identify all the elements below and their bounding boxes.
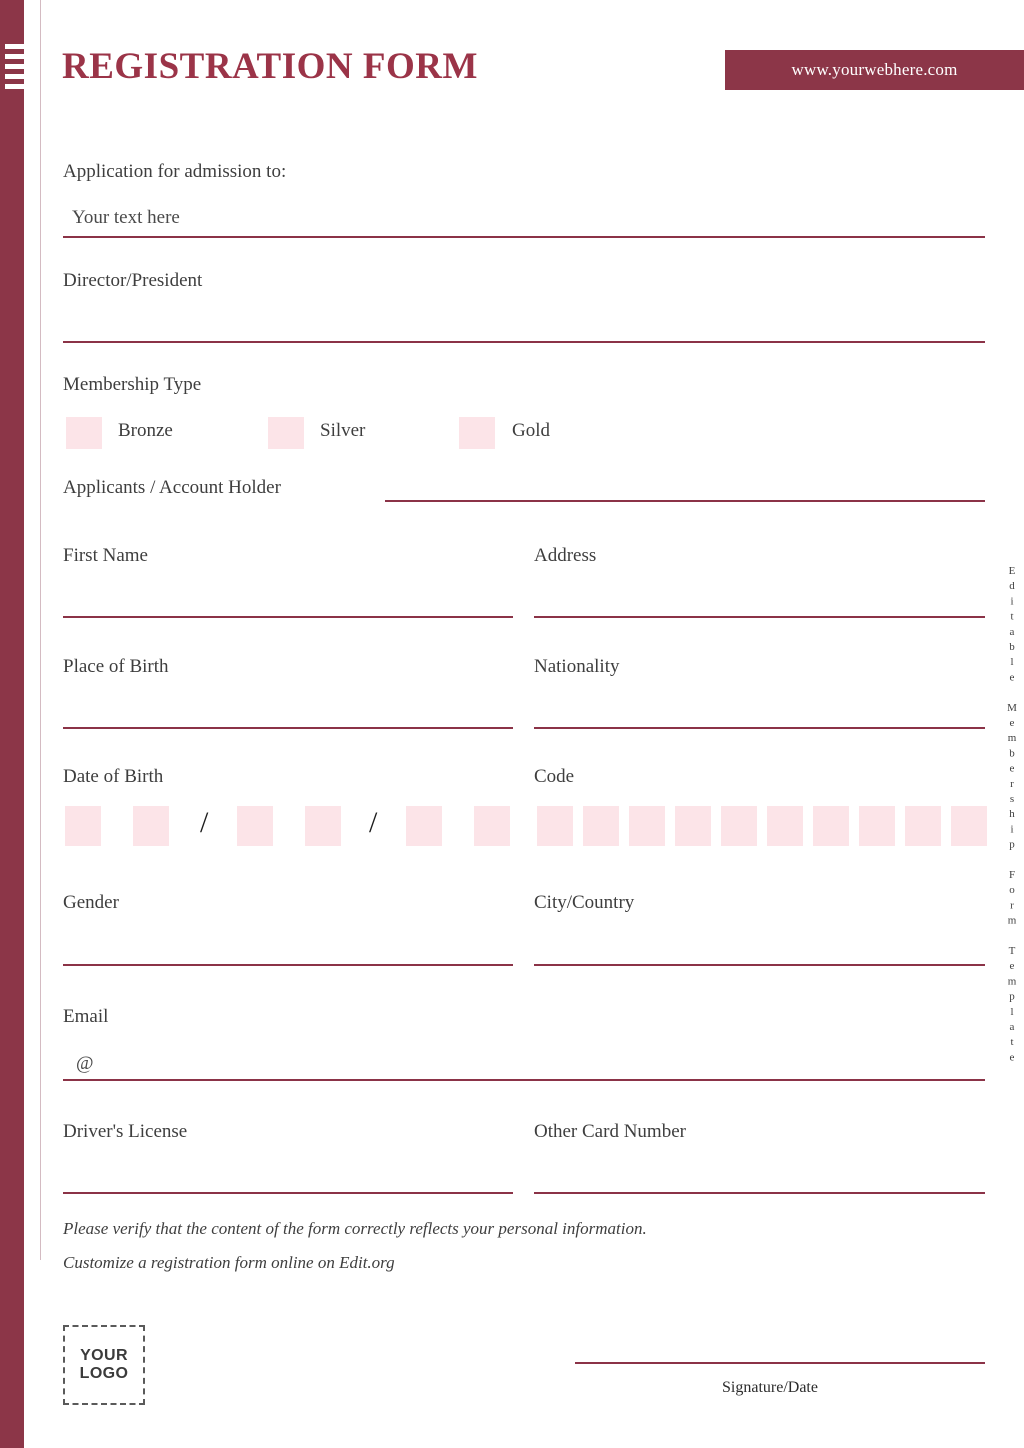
checkbox-silver[interactable] — [268, 417, 304, 449]
dob-digit-box[interactable] — [305, 806, 341, 846]
other-card-number-label: Other Card Number — [534, 1121, 686, 1142]
dob-separator: / — [369, 806, 378, 839]
code-digit-box[interactable] — [813, 806, 849, 846]
city-country-label: City/Country — [534, 892, 635, 913]
admission-label: Application for admission to: — [63, 161, 287, 182]
code-digit-box[interactable] — [537, 806, 573, 846]
admission-input-value[interactable]: Your text here — [72, 207, 180, 228]
applicants-label: Applicants / Account Holder — [63, 477, 281, 498]
code-digit-box[interactable] — [583, 806, 619, 846]
logo-line-1: YOUR — [80, 1347, 128, 1365]
left-accent-bar — [0, 0, 24, 1448]
dob-digit-box[interactable] — [65, 806, 101, 846]
verify-note: Please verify that the content of the form correctly reflects your personal information. — [63, 1219, 647, 1238]
code-digit-box[interactable] — [905, 806, 941, 846]
email-input-value[interactable]: @ — [76, 1053, 94, 1074]
dob-digit-box[interactable] — [237, 806, 273, 846]
place-of-birth-label: Place of Birth — [63, 656, 169, 677]
code-digit-box[interactable] — [675, 806, 711, 846]
first-name-label: First Name — [63, 545, 148, 566]
dob-digit-box[interactable] — [133, 806, 169, 846]
form-header — [0, 0, 1024, 118]
first-name-input-underline[interactable] — [63, 616, 513, 618]
vertical-divider — [40, 0, 41, 1260]
checkbox-label-bronze: Bronze — [118, 420, 173, 441]
page-title: REGISTRATION FORM — [62, 46, 478, 87]
code-digit-box[interactable] — [951, 806, 987, 846]
signature-line[interactable] — [575, 1362, 985, 1364]
other-card-number-input-underline[interactable] — [534, 1192, 985, 1194]
director-input-underline[interactable] — [63, 341, 985, 343]
date-of-birth-label: Date of Birth — [63, 766, 164, 787]
code-label: Code — [534, 766, 575, 787]
drivers-license-label: Driver's License — [63, 1121, 188, 1142]
nationality-input-underline[interactable] — [534, 727, 985, 729]
admission-input-underline[interactable] — [63, 236, 985, 238]
email-input-underline[interactable] — [63, 1079, 985, 1081]
email-label: Email — [63, 1006, 109, 1027]
checkbox-gold[interactable] — [459, 417, 495, 449]
city-country-input-underline[interactable] — [534, 964, 985, 966]
nationality-label: Nationality — [534, 656, 620, 677]
address-label: Address — [534, 545, 597, 566]
address-input-underline[interactable] — [534, 616, 985, 618]
logo-line-2: LOGO — [79, 1365, 129, 1382]
code-digit-box[interactable] — [721, 806, 757, 846]
checkbox-bronze[interactable] — [66, 417, 102, 449]
code-digit-box[interactable] — [859, 806, 895, 846]
template-caption: Editable Membership Form Template — [1006, 565, 1018, 1067]
signature-label: Signature/Date — [722, 1379, 818, 1396]
place-of-birth-input-underline[interactable] — [63, 727, 513, 729]
website-banner: www.yourwebhere.com — [725, 50, 1024, 90]
director-label: Director/President — [63, 270, 203, 291]
code-digit-box[interactable] — [767, 806, 803, 846]
checkbox-label-silver: Silver — [320, 420, 366, 441]
dob-separator: / — [200, 806, 209, 839]
dob-digit-box[interactable] — [474, 806, 510, 846]
checkbox-label-gold: Gold — [512, 420, 550, 441]
code-digit-box[interactable] — [629, 806, 665, 846]
applicants-input-underline[interactable] — [385, 500, 985, 502]
drivers-license-input-underline[interactable] — [63, 1192, 513, 1194]
membership-type-label: Membership Type — [63, 374, 202, 395]
gender-label: Gender — [63, 892, 119, 913]
gender-input-underline[interactable] — [63, 964, 513, 966]
logo-placeholder[interactable] — [63, 1325, 145, 1405]
customize-note: Customize a registration form online on Edit.org — [63, 1253, 395, 1272]
dob-digit-box[interactable] — [406, 806, 442, 846]
